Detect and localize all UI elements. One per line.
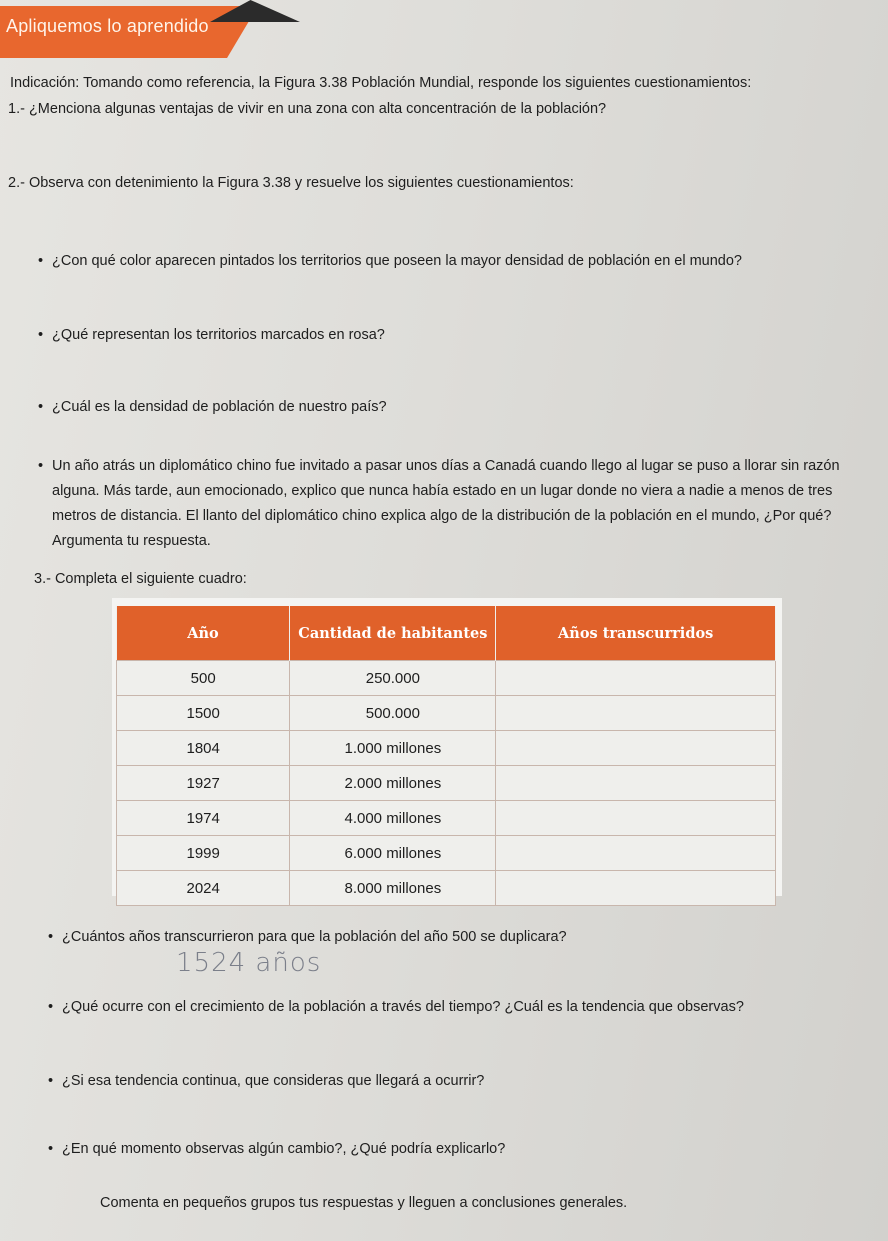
- years-elapsed-cell[interactable]: [496, 661, 776, 696]
- population-cell: 6.000 millones: [290, 836, 496, 871]
- years-elapsed-cell[interactable]: [496, 801, 776, 836]
- table-row: [117, 696, 776, 731]
- years-elapsed-cell[interactable]: [496, 871, 776, 906]
- handwritten-answer[interactable]: 1524 años: [176, 948, 322, 978]
- table-row: [117, 801, 776, 836]
- years-elapsed-cell[interactable]: [496, 836, 776, 871]
- question-3: 3.- Completa el siguiente cuadro:: [34, 571, 247, 587]
- population-cell: 250.000: [290, 661, 496, 696]
- population-cell: 1.000 millones: [290, 731, 496, 766]
- table-row: [117, 661, 776, 696]
- table-row: [117, 871, 776, 906]
- population-cell: 500.000: [290, 696, 496, 731]
- question-1: 1.- ¿Menciona algunas ventajas de vivir en una zona con alta concentración de la población?: [8, 101, 607, 117]
- question-3c: • ¿Si esa tendencia continua, que consideras que llegará a ocurrir?: [62, 1072, 484, 1090]
- table-row: [117, 836, 776, 871]
- col-header-years-elapsed: Años transcurridos: [496, 606, 776, 661]
- question-2c: • ¿Cuál es la densidad de población de nuestro país?: [52, 398, 387, 416]
- col-header-population: Cantidad de habitantes: [290, 606, 496, 661]
- year-cell: 1804: [117, 731, 290, 766]
- closing-instruction: Comenta en pequeños grupos tus respuestas y lleguen a conclusiones generales.: [100, 1195, 628, 1211]
- table-row: [117, 731, 776, 766]
- years-elapsed-cell[interactable]: [496, 731, 776, 766]
- years-elapsed-cell[interactable]: [496, 696, 776, 731]
- year-cell: 1974: [117, 801, 290, 836]
- table-row: [117, 766, 776, 801]
- year-cell: 1500: [117, 696, 290, 731]
- question-3a: • ¿Cuántos años transcurrieron para que la población del año 500 se duplicara?: [62, 928, 567, 946]
- year-cell: 2024: [117, 871, 290, 906]
- population-cell: 8.000 millones: [290, 871, 496, 906]
- question-2a: • ¿Con qué color aparecen pintados los territorios que poseen la mayor densidad de población en el mundo?: [52, 252, 742, 270]
- section-title: Apliquemos lo aprendido: [6, 16, 209, 36]
- question-2: 2.- Observa con detenimiento la Figura 3.38 y resuelve los siguientes cuestionamientos:: [8, 175, 574, 191]
- year-cell: 1927: [117, 766, 290, 801]
- year-cell: 500: [117, 661, 290, 696]
- population-cell: 4.000 millones: [290, 801, 496, 836]
- instruction-text: Indicación: Tomando como referencia, la Figura 3.38 Población Mundial, responde los siguientes cuestionamientos:: [10, 75, 752, 91]
- col-header-year: Año: [117, 606, 290, 661]
- question-2d: • Un año atrás un diplomático chino fue invitado a pasar unos días a Canadá cuando llego al lugar se puso a llorar sin razón alguna. Más tarde, aun emocionado, explico que nunca había estado en un lugar donde no viera a nadie a menos de tres metros de distancia. El llanto del diplomático chino explica algo de la distribución de la población en el mundo, ¿Por qué? Argumenta tu respuesta.: [52, 454, 872, 554]
- question-3b: • ¿Qué ocurre con el crecimiento de la población a través del tiempo? ¿Cuál es la tendencia que observas?: [62, 998, 744, 1016]
- population-cell: 2.000 millones: [290, 766, 496, 801]
- question-3d: • ¿En qué momento observas algún cambio?, ¿Qué podría explicarlo?: [62, 1140, 505, 1158]
- year-cell: 1999: [117, 836, 290, 871]
- question-2b: • ¿Qué representan los territorios marcados en rosa?: [52, 326, 385, 344]
- population-table: [116, 606, 776, 906]
- years-elapsed-cell[interactable]: [496, 766, 776, 801]
